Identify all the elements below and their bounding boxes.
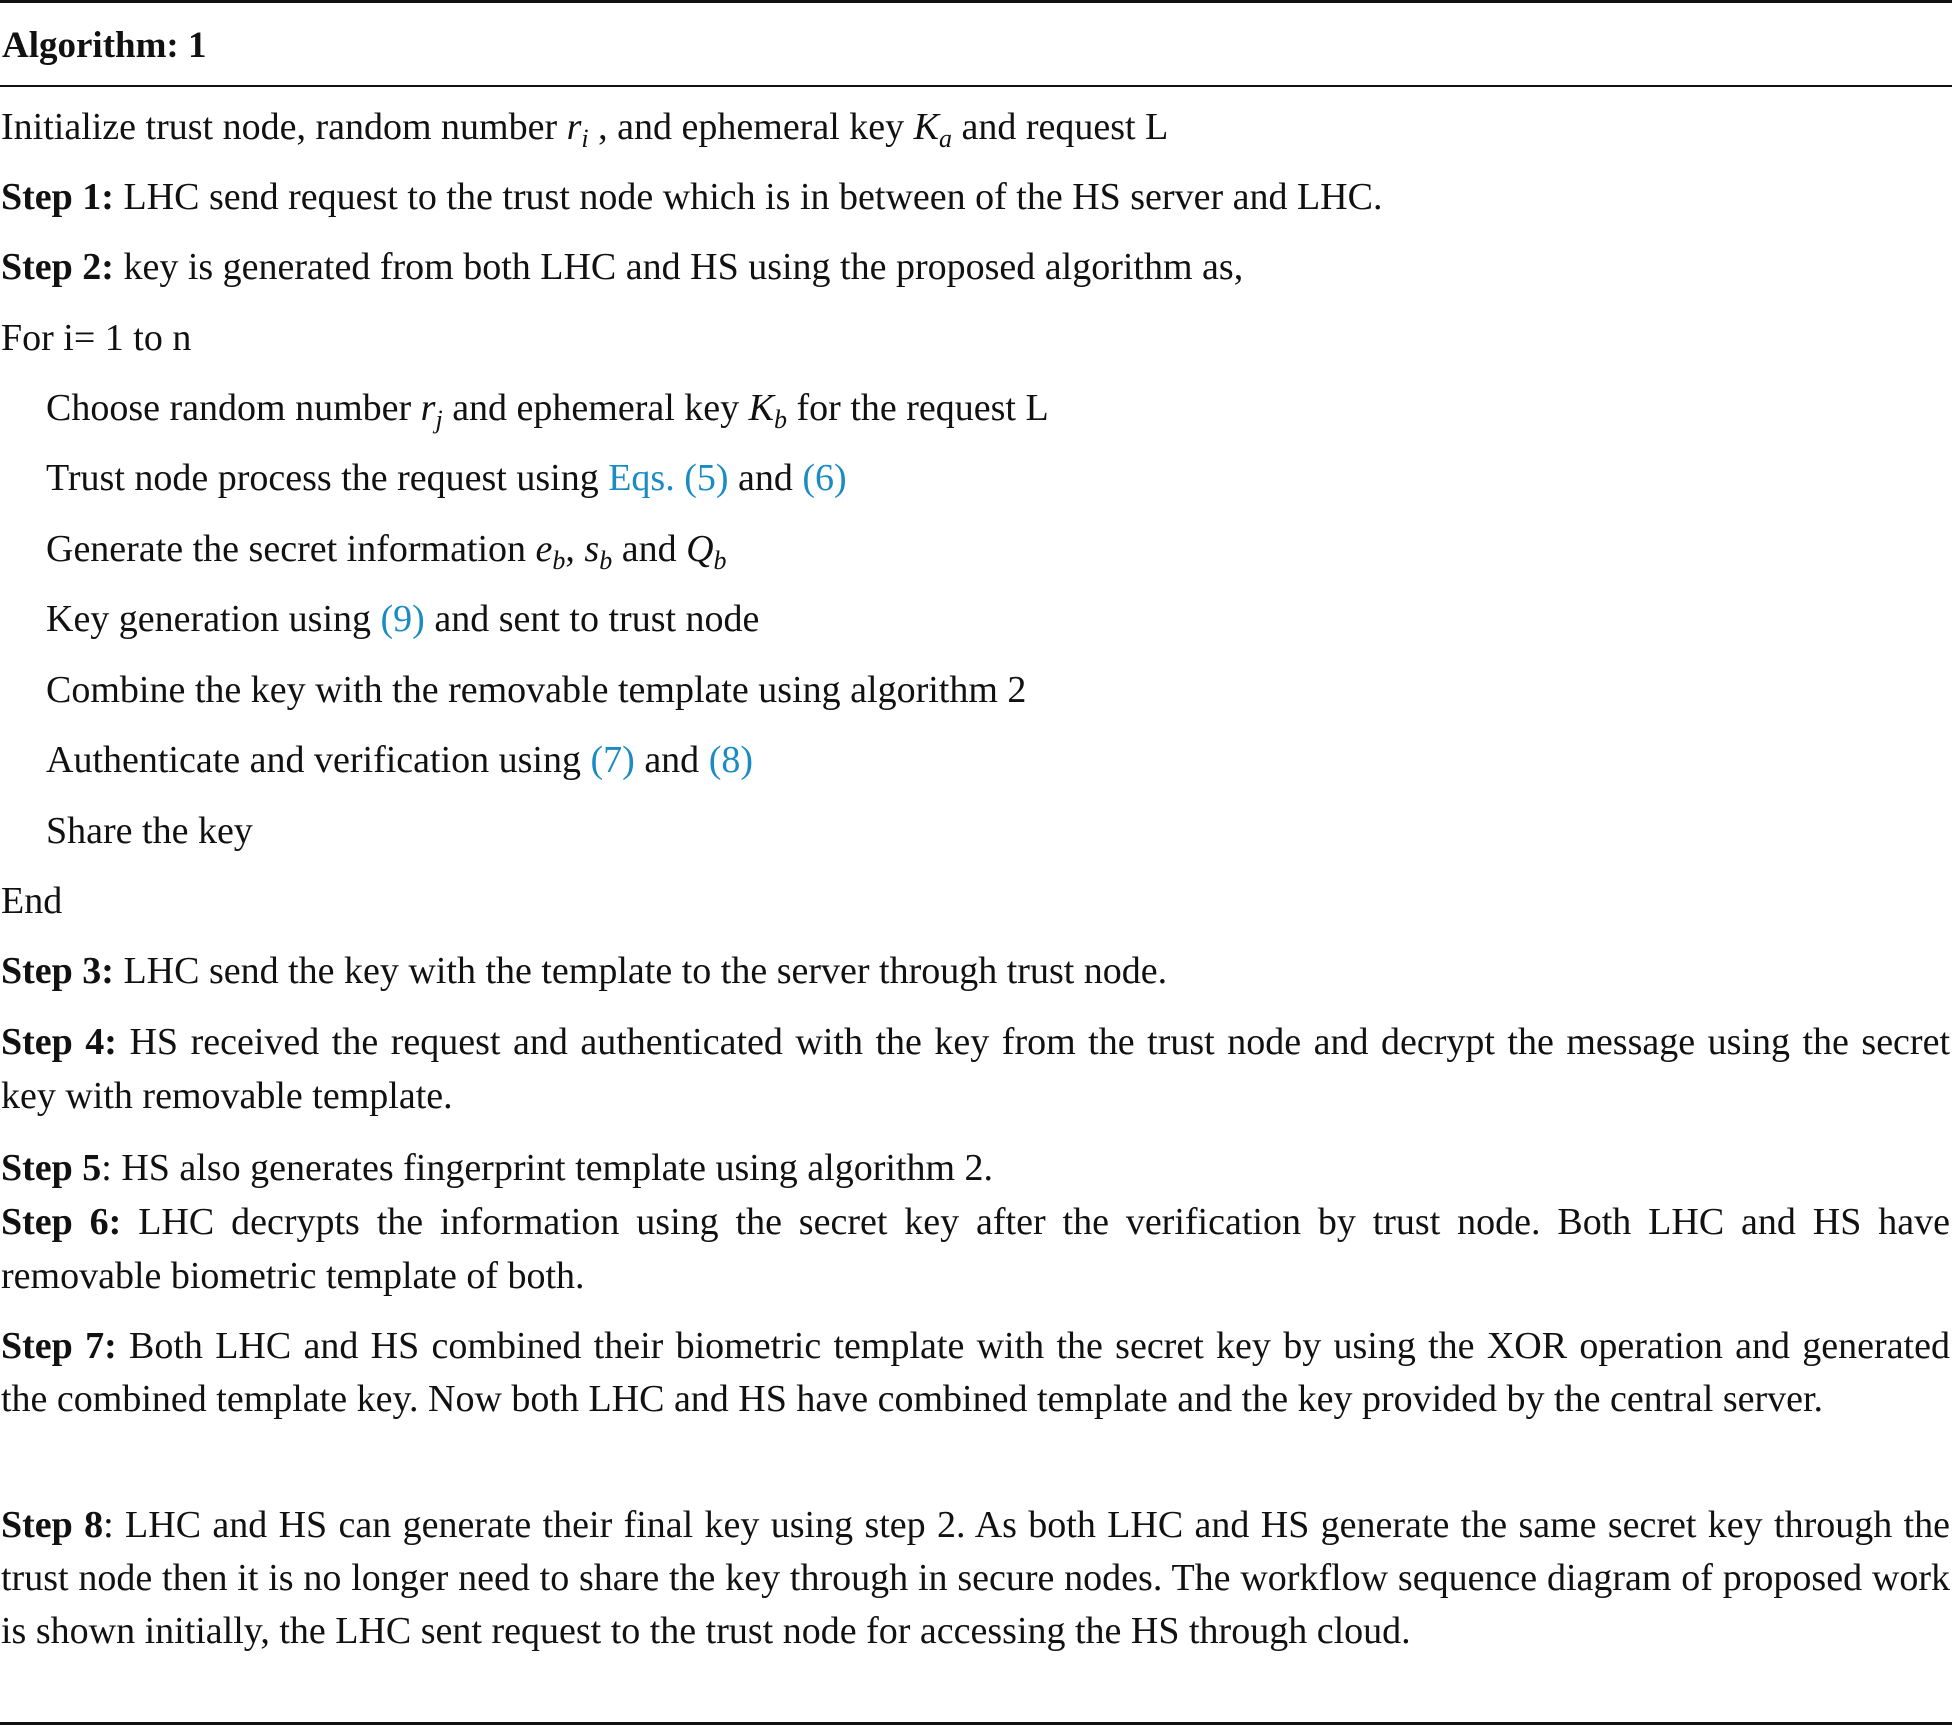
top-rule — [0, 0, 1952, 3]
step-6: Step 6: LHC decrypts the information using the secret key after the verification by trust node. Both LHC and HS have removable biometric template of both. — [1, 1201, 1950, 1297]
loop-auth-line: Authenticate and verification using (7) and (8) — [46, 739, 753, 781]
loop-choose-line: Choose random number $r_j$ and ephemeral key $K_b$ for the request L — [46, 387, 1049, 434]
eq8-link[interactable]: (8) — [708, 739, 753, 781]
loop-end: End — [1, 880, 63, 922]
eq5-link[interactable]: Eqs. (5) — [608, 457, 729, 499]
step-7: Step 7: Both LHC and HS combined their biometric template with the secret key by using the XOR operation and generated the combined template key. Now both LHC and HS have combined template and the key provided by the central server. — [1, 1325, 1950, 1420]
step-4: Step 4: HS received the request and authenticated with the key from the trust node and decrypt the message using the secret key with removable template. — [1, 1021, 1950, 1117]
init-line: Initialize trust node, random number $r_i$ , and ephemeral key $K_a$ and request L — [1, 106, 1169, 153]
loop-keygen-line: Key generation using (9) and sent to trust node — [46, 598, 760, 640]
step-1: Step 1: LHC send request to the trust node which is in between of the HS server and LHC. — [1, 176, 1383, 218]
loop-secret-line: Generate the secret information $e_b$, $s_b$ and $Q_b$ — [46, 528, 727, 575]
step-5: Step 5: HS also generates fingerprint template using algorithm 2. — [1, 1147, 994, 1189]
header-rule — [0, 85, 1952, 87]
step-3: Step 3: LHC send the key with the template to the server through trust node. — [1, 950, 1168, 992]
step-8: Step 8: LHC and HS can generate their final key using step 2. As both LHC and HS generate the same secret key through the trust node then it is no longer need to share the key through in secure nodes. The workflow sequence diagram of proposed work is shown initially, the LHC sent request to the trust node for accessing the HS through cloud. — [1, 1504, 1950, 1652]
step-2: Step 2: key is generated from both LHC and HS using the proposed algorithm as, — [1, 246, 1244, 288]
eq7-link[interactable]: (7) — [590, 739, 635, 781]
loop-share-line: Share the key — [46, 810, 253, 852]
algorithm-title: Algorithm: 1 — [2, 25, 207, 66]
loop-combine-line: Combine the key with the removable template using algorithm 2 — [46, 669, 1027, 711]
bottom-rule — [0, 1722, 1952, 1725]
eq6-link[interactable]: (6) — [802, 457, 847, 499]
loop-trust-line: Trust node process the request using Eqs. (5) and (6) — [46, 457, 847, 499]
eq9-link[interactable]: (9) — [380, 598, 425, 640]
loop-start: For i= 1 to n — [1, 317, 192, 359]
